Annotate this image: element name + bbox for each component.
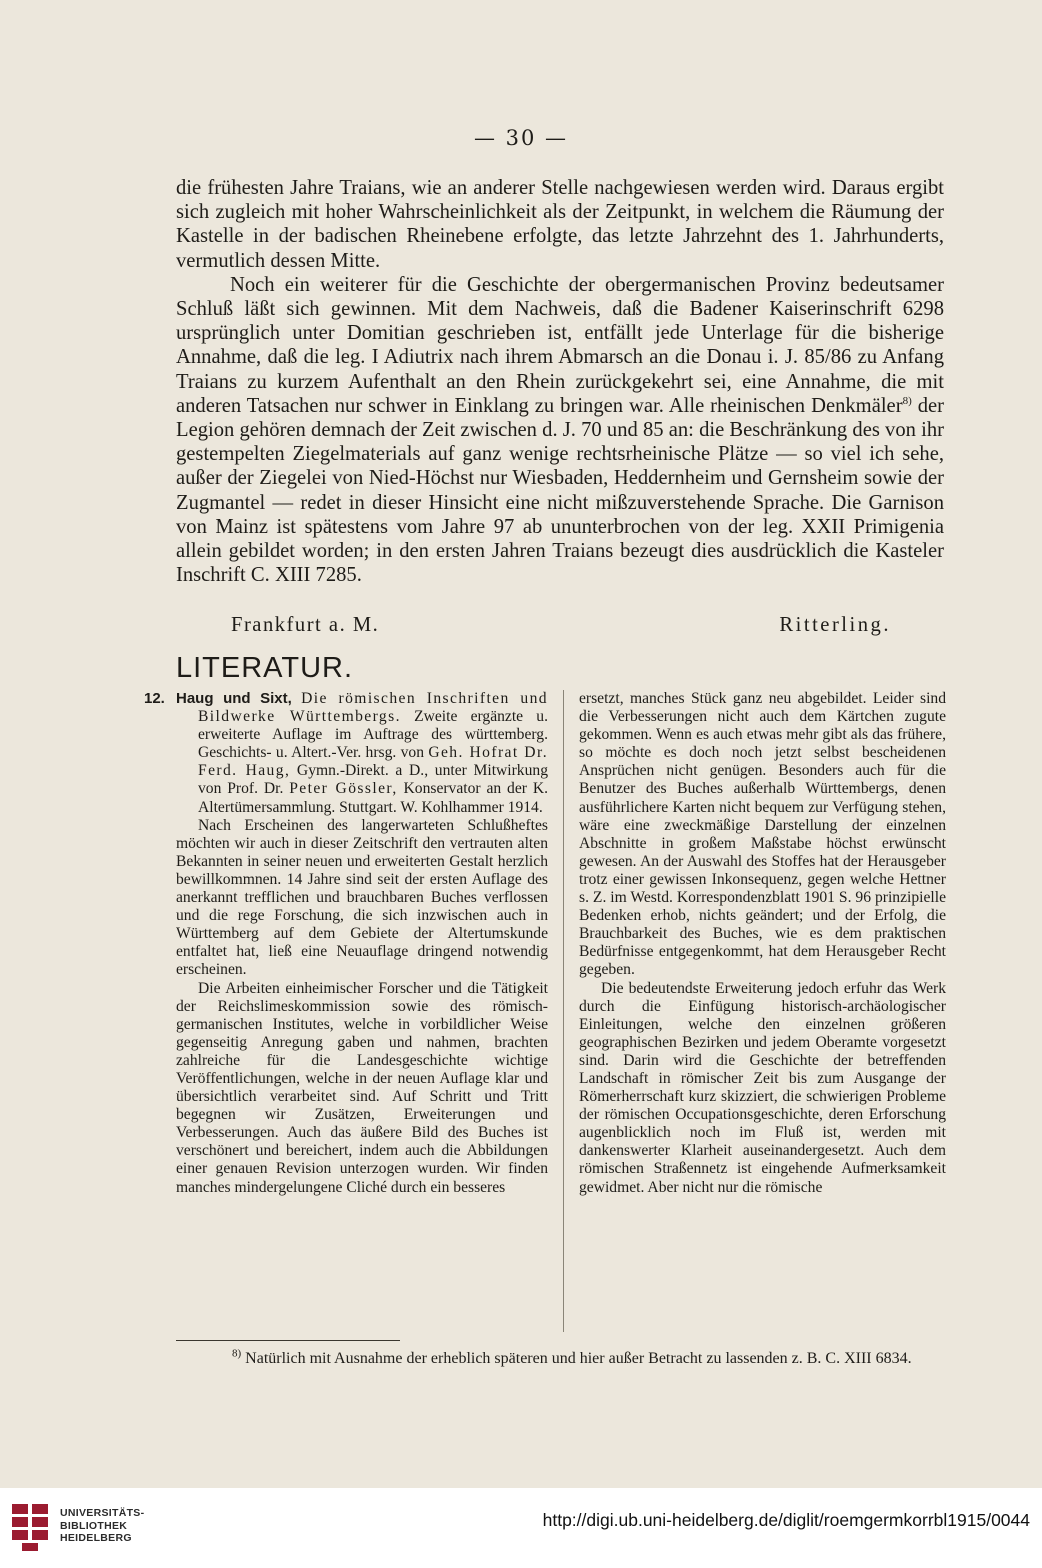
left-paragraph-2: Die Arbeiten einheimischer Forscher und die Tätigkeit der Reichslimeskommission sowie des römisch-germanischen Institutes, welche in vorbildlicher Weise gegenseitig Anregung gaben und nahmen, brachten zahlreiche für die Landesgeschichte wichtige Veröffentlichungen, welche in der neuen Auflage klar und übersichtlich verarbeitet sind. Auf Schritt und Tritt begegnen wir Zusätzen, Erweiterungen und Verbesserungen. Auch das äußere Bild des Buches ist verschönert und bereichert, indem auch die Abbildungen einer genauen Revision unterzogen wurden. Wir finden manches mindergelungene Cliché durch ein besseres [176, 979, 548, 1196]
library-name-line-1: UNIVERSITÄTS- [60, 1507, 145, 1519]
signature-author: Ritterling. [779, 614, 891, 636]
permalink-url[interactable]: http://digi.ub.uni-heidelberg.de/diglit/roemgermkorrbl1915/0044 [542, 1510, 1030, 1530]
main-paragraph-1: die frühesten Jahre Traians, wie an anderer Stelle nachgewiesen werden wird. Daraus ergibt sich zugleich mit hoher Wahrscheinlichkeit als der Zeitpunkt, in welchem die Räumung der Kastelle in der badischen Rheinebene erfolgte, das letzte Jahrzehnt des 1. Jahrhunderts, vermutlich dessen Mitte. [176, 177, 944, 272]
library-name-line-3: HEIDELBERG [60, 1532, 132, 1544]
entry-title-rest: Zweite ergänzte u. erweiterte Auflage im Auftrage des württemberg. Geschichts- u. Altert.-Ver. hrsg. von [198, 708, 548, 762]
footnote-text: Natürlich mit Ausnahme der erheblich späteren und hier außer Betracht zu lassenden z. B. C. XIII 6834. [241, 1350, 912, 1367]
right-paragraph-1: ersetzt, manches Stück ganz neu abgebildet. Leider sind die Verbesserungen nicht auch dem Kärtchen zugute gekommen. Wenn es auch etwas mehr gibt als das frühere, so möchte es doch noch jetzt selbst bescheidenen Ansprüchen nicht genügen. Besonders auch für die Benutzer des Buches außerhalb Württembergs, denen ausführlichere Karten nicht bequem zur Verfügung stehen, wäre eine zweckmäßige Darstellung der einzelnen Abschnitte in großem Maßstabe höchst erwünscht gewesen. An der Auswahl des Stoffes hat der Herausgeber trotz einer gewissen Inkonsequenz, gegen welche Hettner s. Z. im Westd. Korrespondenzblatt 1901 S. 96 prinzipielle Bedenken erhob, nichts geändert; und der Erfolg, die Brauchbarkeit des Buches, wie es dem praktischen Bedürfnisse entgegenkommt, hat dem Herausgeber Recht gegeben. [579, 690, 946, 979]
entry-editor-rest: Gymn.-Direkt. a D., unter Mitwirkung von Prof. Dr. [198, 762, 548, 798]
entry-editor: Geh. Hofrat Dr. Ferd. Haug, [198, 744, 549, 780]
main-paragraph-2 [176, 273, 944, 588]
bibliography-entry [144, 690, 549, 817]
footnote-mark: 8) [232, 1347, 242, 1360]
main-paragraph-2-rest: der Legion gehören demnach der Zeit zwischen d. J. 70 und 85 an: die Beschränkung des von ihr gestempelten Ziegelmaterials auf ganz wenige rechtsrheinische Plätze — so viel ich sehe, außer der Ziegelei von Nied-Höchst nur Wiesbaden, Heddernheim und Gernsheim sowie der Zugmantel — redet in dieser Hinsicht eine nicht mißzuverstehende Sprache. Die Garnison von Mainz ist spätestens vom Jahre 97 ab ununterbrochen von der leg. XXII Primigenia allein gebildet worden; in den ersten Jahren Traians bezeugt dies ausdrücklich die Kasteler Inschrift C. XIII 7285. [176, 394, 944, 587]
entry-number: 12. [144, 690, 165, 707]
column-divider [563, 690, 564, 1332]
entry-coeditor-rest: Konservator an der K. Altertümersammlung. Stuttgart. W. Kohlhammer 1914. [198, 780, 548, 816]
library-logo-icon[interactable] [8, 1502, 52, 1552]
main-text [176, 176, 944, 587]
footnote-reference[interactable]: 8) [902, 394, 912, 407]
signature-place: Frankfurt a. M. [231, 614, 380, 636]
entry-coeditor: Peter Gössler, [289, 780, 398, 798]
entry-author: Haug und Sixt, [176, 690, 292, 707]
page-number: — 30 — [473, 126, 569, 150]
right-paragraph-2: Die bedeutendste Erweiterung jedoch erfuhr das Werk durch die Einfügung historisch-archäologischer Einleitungen, welche den einzelnen größeren geographischen Bezirken und jedem Oberamte vorgesetzt sind. Darin wird die Geschichte der betreffenden Landschaft in römischer Zeit bis zum Ausgange der Römerherrschaft kurz skizziert, die schwierigen Probleme der römischen Occupationsgeschichte, deren Erforschung augenblicklich noch im Fluß ist, werden mit dankenswerter Klarheit auseinandergesetzt. Auch dem römischen Straßennetz ist eingehende Aufmerksamkeit gewidmet. Aber nicht nur die römische [579, 979, 946, 1196]
left-column [144, 690, 549, 1197]
library-name [60, 1507, 144, 1545]
entry-citation [176, 690, 548, 817]
viewer-footer [0, 1488, 1042, 1568]
footnote-rule [176, 1340, 400, 1341]
entry-title: Die römischen Inschriften und Bildwerke Württembergs. [198, 690, 548, 726]
section-heading: LITERATUR. [176, 652, 354, 684]
main-paragraph-2-start: Noch ein weiterer für die Geschichte der obergermanischen Provinz bedeutsamer Schluß läßt sich gewinnen. Mit dem Nachweis, daß die Badener Kaiserinschrift 6298 ursprünglich unter Domitian geschrieben ist, entfällt jede Unterlage für die bisherige Annahme, daß die leg. I Adiutrix nach ihrem Abmarsch an die Donau i. J. 85/86 zu Anfang Traians zu kurzem Aufenthalt an den Rhein zurückgekehrt sei, eine Annahme, die mit anderen Tatsachen nur schwer in Einklang zu bringen war. Alle rheinischen Denkmäler [176, 273, 944, 417]
right-column [579, 690, 946, 1197]
library-name-line-2: BIBLIOTHEK [60, 1519, 128, 1532]
left-paragraph-1: Nach Erscheinen des langerwarteten Schlußheftes möchten wir auch in dieser Zeitschrift den vertrauten alten Bekannten in seiner neuen und erweiterten Gestalt herzlich bewillkommnen. 14 Jahre sind seit der ersten Auflage des anerkannt trefflichen und brauchbaren Buches verflossen und die rege Forschung, die sich inzwischen auch in Württemberg auf dem Gebiete der Altertumskunde entfaltet hat, ließ eine Neuauflage dringend notwendig erscheinen. [176, 816, 548, 979]
footnote [176, 1349, 946, 1369]
